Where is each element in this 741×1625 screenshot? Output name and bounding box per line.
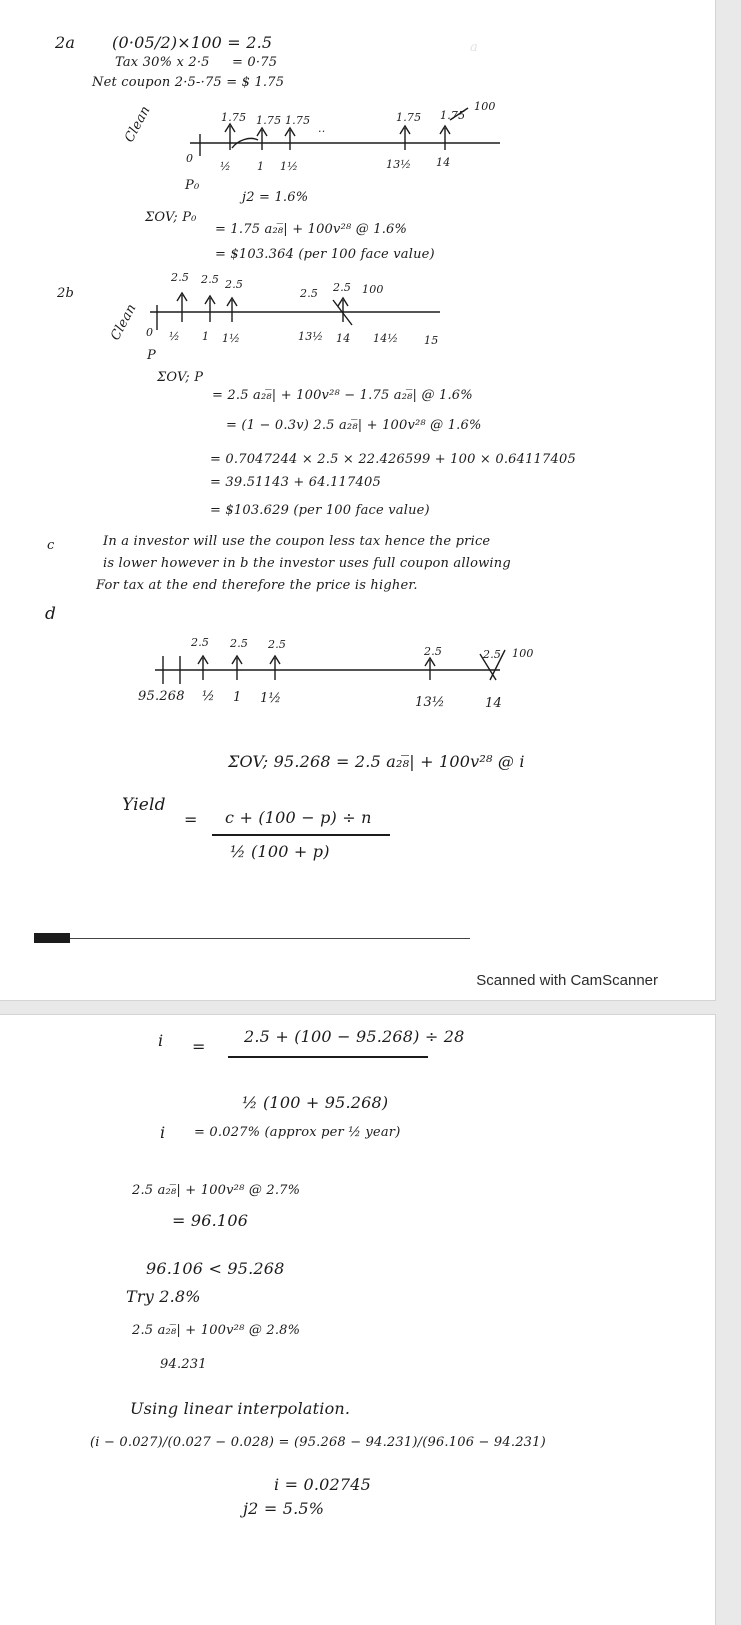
q2b-tl-bottom-15: 15 [424,334,439,347]
q2a-tax-calc: Tax 30% x 2·5 [115,55,210,70]
interpolation-label: Using linear interpolation. [130,1399,351,1418]
q2b-tl-bottom-1: 1 [202,330,210,343]
q2b-tl-bottom-14: 14 [336,332,351,345]
q2a-tax-value: = 0·75 [232,55,278,70]
q2d-yield-denominator: ½ (100 + p) [230,842,330,861]
j2-final: j2 = 5.5% [243,1499,325,1518]
camscanner-watermark: Scanned with CamScanner [476,972,658,989]
q2d-tl-top-1: 2.5 [191,636,210,649]
q2b-tl-top-3: 2.5 [225,278,244,291]
q2b-tl-bottom-13half: 13½ [298,330,324,343]
q2b-tl-top-4: 2.5 [300,287,319,300]
q2c-label: c [47,538,55,553]
q2b-tl-bottom-half: ½ [169,330,180,343]
q2d-tl-bottom-14: 14 [485,696,502,711]
q2a-tl-top-2: 1.75 1.75 [256,114,311,127]
bleed-through-text: a [470,40,478,55]
q2b-tl-top-1: 2.5 [171,271,190,284]
q2a-tl-bottom-14: 14 [436,156,451,169]
q2d-tl-top-6: 100 [512,647,534,660]
q2a-coupon-calc: (0·05/2)×100 = 2.5 [112,33,273,52]
q2a-tl-bottom-1: 1 [257,160,265,173]
q2d-yield-numerator: c + (100 − p) ÷ n [225,808,372,827]
q2a-p0: P₀ [185,178,200,193]
q2d-eov: ΣOV; 95.268 = 2.5 a₂₈̅| + 100v²⁸ @ i [228,752,525,771]
q2d-tl-bottom-half: ½ [202,689,215,704]
q2a-tl-top-4: 1.75 [440,109,466,122]
q2b-tl-top-6: 100 [362,283,384,296]
i-final: i = 0.02745 [274,1475,372,1494]
i-eq: = [192,1037,206,1056]
i-fraction-bar [228,1056,428,1058]
q2d-tl-top-4: 2.5 [424,645,443,658]
q2a-tl-top-dots: .. [318,122,326,135]
trial-2-result: 94.231 [160,1357,207,1372]
i-label: i [158,1031,164,1050]
q2a-eov-label: ΣOV; P₀ [145,210,197,225]
q2b-tl-bottom-1half: 1½ [222,332,241,345]
q2a-net-coupon: Net coupon 2·5-·75 = $ 1.75 [92,75,285,90]
q2d-label: d [45,604,57,624]
q2a-tl-bottom-half: ½ [220,160,231,173]
q2d-yield-eq: = [184,810,198,829]
interpolation-equation: (i − 0.027)/(0.027 − 0.028) = (95.268 − 94.231)/(96.106 − 94.231) [90,1435,546,1450]
q2b-line4: = 39.51143 + 64.117405 [210,475,381,490]
q2a-j2: j2 = 1.6% [242,190,309,205]
q2b-tl-bottom-0: 0 [146,326,154,339]
q2d-tl-top-5: 2.5 [483,648,502,661]
q2b-line3: = 0.7047244 × 2.5 × 22.426599 + 100 × 0.64117405 [210,452,576,467]
q2c-line2: is lower however in b the investor uses full coupon allowing [103,556,511,571]
q2c-line1: In a investor will use the coupon less tax hence the price [103,534,491,549]
i-approx-label: i [160,1123,166,1142]
q2b-label: 2b [57,286,74,301]
q2a-tl-top-5: 100 [474,100,496,113]
compare: 96.106 < 95.268 [146,1259,285,1278]
trial-2: 2.5 a₂₈̅| + 100v²⁸ @ 2.8% [132,1323,301,1338]
try-rate: Try 2.8% [126,1287,201,1306]
scan-edge-mark [34,933,70,943]
q2d-tl-bottom-price: 95.268 [138,689,185,704]
scanned-page-2 [0,1015,715,1625]
q2b-p: P [147,348,156,363]
scan-edge-line [70,938,470,939]
q2b-tl-side-label: Clean [108,301,140,344]
q2a-tl-top-1: 1.75 [221,111,247,124]
q2a-tl-bottom-13half: 13½ [386,158,412,171]
q2a-label: 2a [55,33,76,52]
q2a-eov-expr: = 1.75 a₂₈̅| + 100v²⁸ @ 1.6% [215,222,408,237]
q2d-tl-bottom-1half: 1½ [260,691,282,706]
q2b-tl-top-2: 2.5 [201,273,220,286]
q2b-tl-top-5: 2.5 [333,281,352,294]
q2d-tl-top-2: 2.5 [230,637,249,650]
q2b-eov-expr: = 2.5 a₂₈̅| + 100v²⁸ − 1.75 a₂₈̅| @ 1.6% [212,388,473,403]
q2a-tl-bottom-1half: 1½ [280,160,299,173]
trial-1-result: = 96.106 [172,1211,249,1230]
q2a-tl-side-label: Clean [122,103,154,146]
trial-1: 2.5 a₂₈̅| + 100v²⁸ @ 2.7% [132,1183,301,1198]
q2b-tl-bottom-14half: 14½ [373,332,399,345]
i-denominator: ½ (100 + 95.268) [242,1093,389,1112]
q2c-line3: For tax at the end therefore the price is higher. [96,578,418,593]
q2d-timeline [0,0,715,720]
q2d-yield-label: Yield [122,795,166,815]
q2b-eov-label: ΣOV; P [157,370,204,385]
q2b-line2: = (1 − 0.3v) 2.5 a₂₈̅| + 100v²⁸ @ 1.6% [226,418,482,433]
q2a-tl-top-3: 1.75 [396,111,422,124]
i-approx: = 0.027% (approx per ½ year) [194,1125,401,1140]
q2d-tl-top-3: 2.5 [268,638,287,651]
q2d-tl-bottom-1: 1 [233,690,242,705]
q2a-eov-result: = $103.364 (per 100 face value) [215,247,435,262]
i-numerator: 2.5 + (100 − 95.268) ÷ 28 [244,1027,465,1046]
q2b-line5: = $103.629 (per 100 face value) [210,503,430,518]
q2d-yield-fraction-bar [212,834,390,836]
q2a-tl-bottom-0: 0 [186,152,194,165]
q2d-tl-bottom-13half: 13½ [415,695,445,710]
